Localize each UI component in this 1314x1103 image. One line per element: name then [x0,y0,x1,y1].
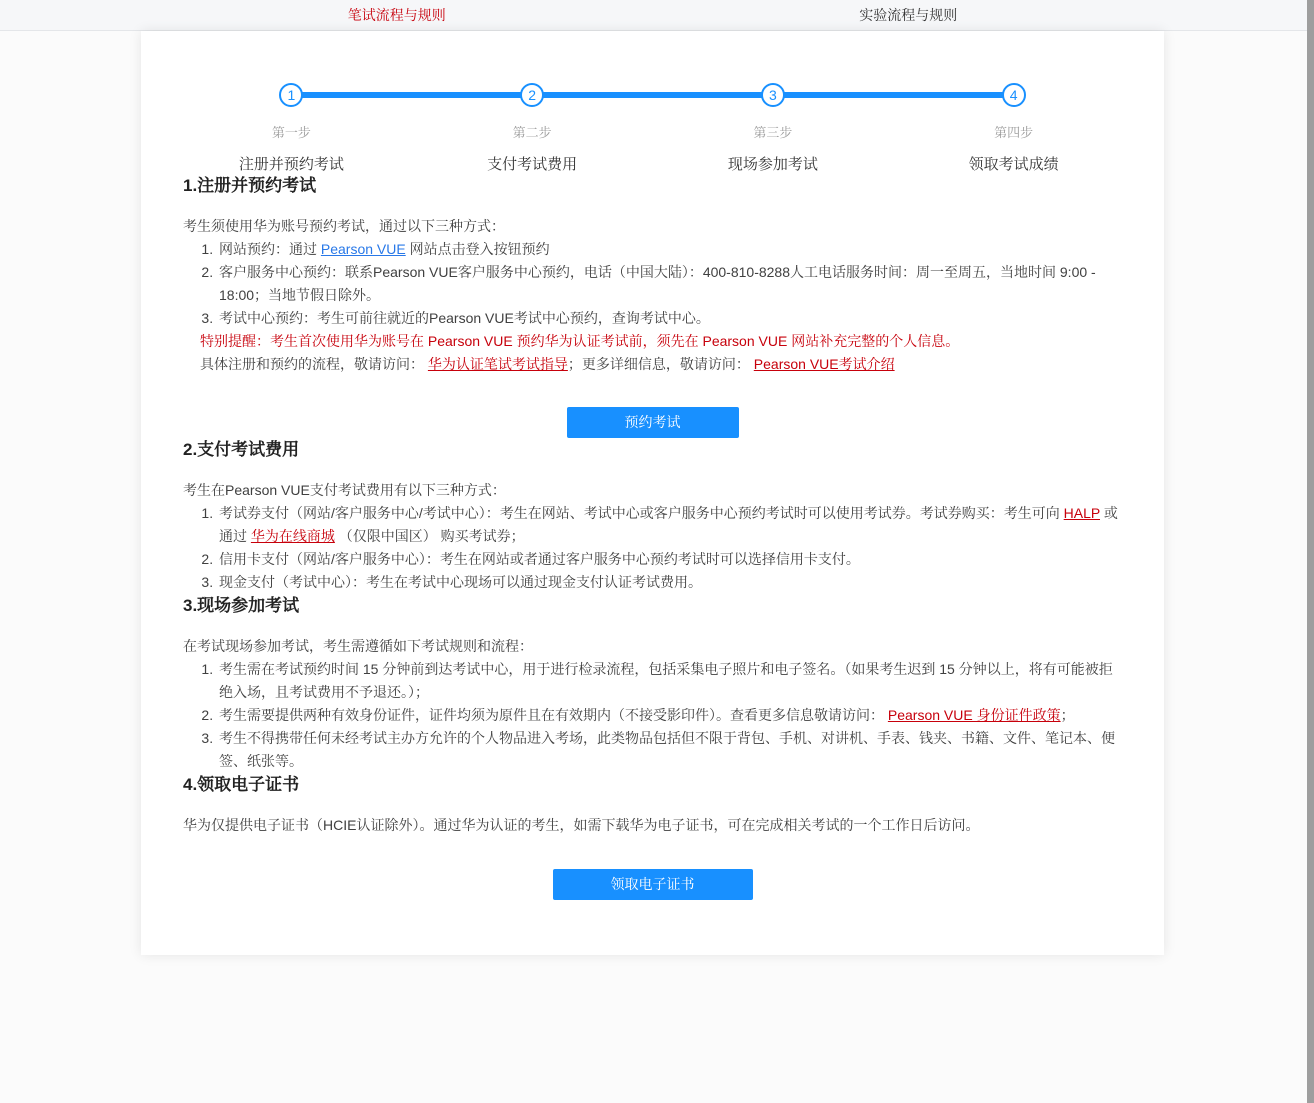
pearson-vue-intro-link[interactable]: Pearson VUE考试介绍 [753,356,895,372]
section-register [183,174,1122,438]
step-4-name: 领取考试成绩 [968,156,1059,173]
registration-guide-line [200,353,1122,376]
step-3-circle: 3 [761,83,785,107]
step-4-stage-label: 第四步 [994,125,1034,140]
halp-link[interactable]: HALP [1063,505,1100,521]
section-3-intro: 在考试现场参加考试，考生需遵循如下考试规则和流程： [183,638,533,654]
list-item [217,502,1122,548]
section-2-list [183,502,1122,594]
step-3-stage-label: 第三步 [753,125,793,140]
guide-text: ；更多详细信息，敬请访问： [567,356,754,372]
step-2-stage-label: 第二步 [512,125,552,140]
process-stepper [171,31,1134,174]
step-2-name: 支付考试费用 [487,156,578,173]
list-item: 3. 考生不得携带任何未经考试主办方允许的个人物品进入考场，此类物品包括但不限于背包、手机、对讲机、手表、钱夹、书籍、文件、笔记本、便签、纸张等。 [217,727,1122,773]
section-3-list [183,658,1122,773]
item-text: 考试券支付（网站/客户服务中心/考试中心）：考生在网站、考试中心或客户服务中心预约考试时可以使用考试券。考试券购买：考生可向 [219,505,1064,521]
get-certificate-button[interactable]: 领取电子证书 [553,869,753,900]
step-3-name: 现场参加考试 [727,156,818,173]
item-text: 或通过 [219,505,1118,544]
stepper-step-1 [171,83,412,174]
step-1-circle: 1 [279,83,303,107]
section-onsite-exam [183,594,1122,773]
step-1-stage-label: 第一步 [271,125,311,140]
section-2-intro: 考生在Pearson VUE支付考试费用有以下三种方式： [183,482,506,498]
item-text: ； [1060,707,1075,723]
tab-written-exam-rules[interactable]: 笔试流程与规则 [347,7,446,23]
written-exam-guide-link[interactable]: 华为认证笔试考试指导 [427,356,568,372]
book-exam-button[interactable]: 预约考试 [567,407,739,438]
huawei-online-store-link[interactable]: 华为在线商城 [250,528,335,544]
list-item [217,704,1122,727]
section-4-body: 华为仅提供电子证书（HCIE认证除外）。通过华为认证的考生，如需下载华为电子证书，可在完成相关考试的一个工作日后访问。 [183,817,980,833]
item-text: 网站预约：通过 [219,241,321,257]
special-reminder-text: 特别提醒：考生首次使用华为账号在 Pearson VUE 预约华为认证考试前，须先在 Pearson VUE 网站补充完整的个人信息。 [200,333,960,349]
step-2-circle: 2 [520,83,544,107]
id-policy-link[interactable]: Pearson VUE 身份证件政策 [887,707,1061,723]
step-4-circle: 4 [1002,83,1026,107]
list-item: 2. 信用卡支付（网站/客户服务中心）：考生在网站或者通过客户服务中心预约考试时可以选择信用卡支付。 [217,548,1122,571]
stepper-step-4 [893,83,1134,174]
item-text: 考生需要提供两种有效身份证件，证件均须为原件且在有效期内（不接受影印件）。查看更多信息敬请访问： [219,707,888,723]
item-text: 网站点击登入按钮预约 [405,241,550,257]
list-item: 1. 考生需在考试预约时间 15 分钟前到达考试中心，用于进行检录流程，包括采集电子照片和电子签名。（如果考生迟到 15 分钟以上，将有可能被拒绝入场，且考试费用不予退还。）； [217,658,1122,704]
step-1-name: 注册并预约考试 [238,156,344,173]
list-item: 3. 现金支付（考试中心）：考生在考试中心现场可以通过现金支付认证考试费用。 [217,571,1122,594]
stepper-step-2 [412,83,653,174]
pearson-vue-link[interactable]: Pearson VUE [320,241,406,257]
section-payment [183,438,1122,594]
top-tab-bar [0,0,1314,31]
item-text: （仅限中国区） 购买考试券； [334,528,525,544]
stepper-step-3 [653,83,894,174]
tab-lab-exam-rules[interactable]: 实验流程与规则 [859,7,958,23]
list-item: 3. 考试中心预约：考生可前往就近的Pearson VUE考试中心预约，查询考试中心。 [217,307,1122,330]
section-3-heading: 3.现场参加考试 [183,596,300,615]
list-item [217,238,1122,261]
section-1-heading: 1.注册并预约考试 [183,176,317,195]
content-card [141,31,1164,955]
list-item: 2. 客户服务中心预约：联系Pearson VUE客户服务中心预约，电话（中国大陆）：400-810-8288人工电话服务时间：周一至周五，当地时间 9:00 - 18:00；当地节假日除外。 [217,261,1122,307]
section-certificate [183,773,1122,900]
section-1-intro: 考生须使用华为账号预约考试，通过以下三种方式： [183,218,505,234]
section-4-heading: 4.领取电子证书 [183,775,300,794]
guide-text: 具体注册和预约的流程，敬请访问： [200,356,428,372]
section-2-heading: 2.支付考试费用 [183,440,300,459]
vertical-scrollbar[interactable] [1307,0,1314,1103]
section-1-list [183,238,1122,330]
